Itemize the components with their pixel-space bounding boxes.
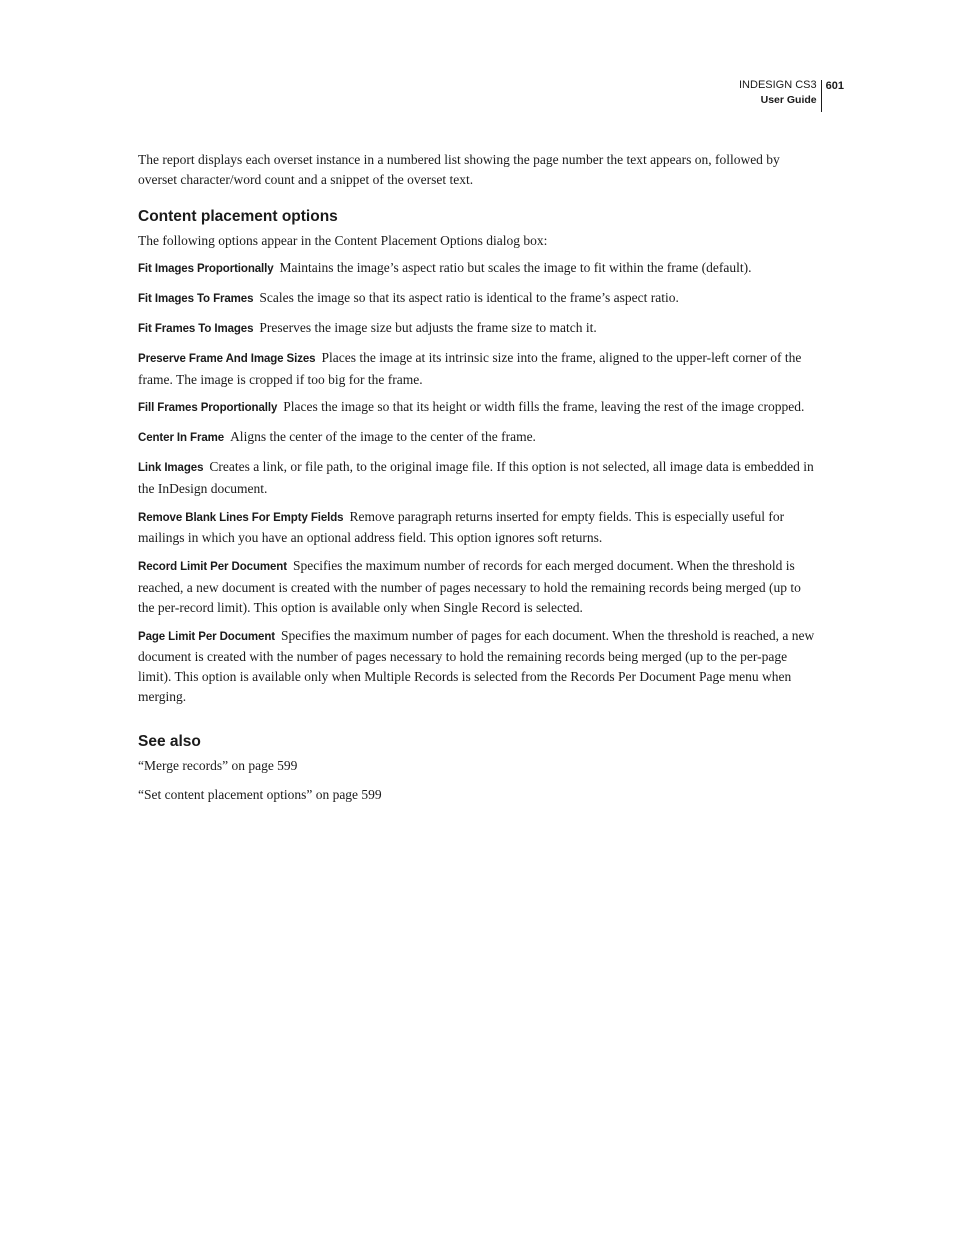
option-term: Preserve Frame And Image Sizes [138, 352, 316, 365]
option-record-limit-per-document [138, 556, 816, 617]
section-heading: Content placement options [138, 207, 338, 225]
see-also-link[interactable]: “Set content placement options” on page 599 [138, 786, 382, 802]
option-description: Places the image so that its height or width fills the frame, leaving the rest of the image cropped. [283, 399, 805, 415]
option-term: Fill Frames Proportionally [138, 402, 278, 415]
option-description: Specifies the maximum number of pages for each document. When the threshold is reached, a new document is created with the number of pages necessary to hold the remaining records being merged (up to the per-page limit). This option is available only when Multiple Records is selected from the Records Per Document Page menu when merging. [138, 627, 815, 704]
option-term: Fit Images Proportionally [138, 263, 274, 276]
option-term: Page Limit Per Document [138, 630, 276, 643]
intro-paragraph: The report displays each overset instance in a numbered list showing the page number the text appears on, followed by overset character/word count and a snippet of the overset text. [138, 152, 780, 187]
section-spacer [138, 715, 816, 732]
option-term: Fit Images To Frames [138, 293, 254, 306]
page-number: 601 [825, 80, 844, 92]
option-description: Scales the image so that its aspect ratio is identical to the frame’s aspect ratio. [259, 290, 679, 306]
section-lead: The following options appear in the Content Placement Options dialog box: [138, 232, 548, 248]
option-description: Maintains the image’s aspect ratio but scales the image to fit within the frame (default). [279, 260, 752, 276]
option-fit-images-to-frames [138, 288, 816, 310]
option-term: Link Images [138, 461, 204, 474]
option-term: Remove Blank Lines For Empty Fields [138, 511, 344, 524]
option-description: Remove paragraph returns inserted for empty fields. This is especially useful for mailings in which you have an optional address field. This option ignores soft returns. [138, 508, 785, 546]
header-guide: User Guide [760, 94, 817, 106]
option-page-limit-per-document [138, 626, 816, 707]
option-description: Aligns the center of the image to the center of the frame. [230, 429, 536, 445]
option-center-in-frame [138, 427, 816, 449]
option-fill-frames-proportionally [138, 397, 816, 419]
option-description: Places the image at its intrinsic size into the frame, aligned to the upper-left corner of the frame. The image is cropped if too big for the frame. [138, 349, 802, 387]
option-fit-images-proportionally [138, 258, 816, 280]
option-fit-frames-to-images [138, 318, 816, 340]
header-title-block [739, 78, 821, 108]
see-also-heading: See also [138, 732, 201, 750]
option-description: Specifies the maximum number of records for each merged document. When the threshold is reached, a new document is created with the number of pages necessary to hold the remaining records being merged (up to the per-record limit). This option is available only when Single Record is selected. [138, 558, 801, 615]
option-description: Preserves the image size but adjusts the frame size to match it. [259, 319, 597, 335]
option-remove-blank-lines [138, 507, 816, 549]
option-link-images [138, 457, 816, 499]
option-preserve-frame-and-image-sizes [138, 348, 816, 390]
see-also-link[interactable]: “Merge records” on page 599 [138, 757, 298, 773]
page-body [138, 150, 816, 813]
page-header [739, 78, 844, 112]
option-term: Fit Frames To Images [138, 322, 254, 335]
option-term: Center In Frame [138, 432, 225, 445]
option-description: Creates a link, or file path, to the original image file. If this option is not selected, all image data is embedded in the InDesign document. [138, 458, 814, 496]
header-product: INDESIGN CS3 [739, 79, 817, 91]
option-term: Record Limit Per Document [138, 561, 287, 574]
